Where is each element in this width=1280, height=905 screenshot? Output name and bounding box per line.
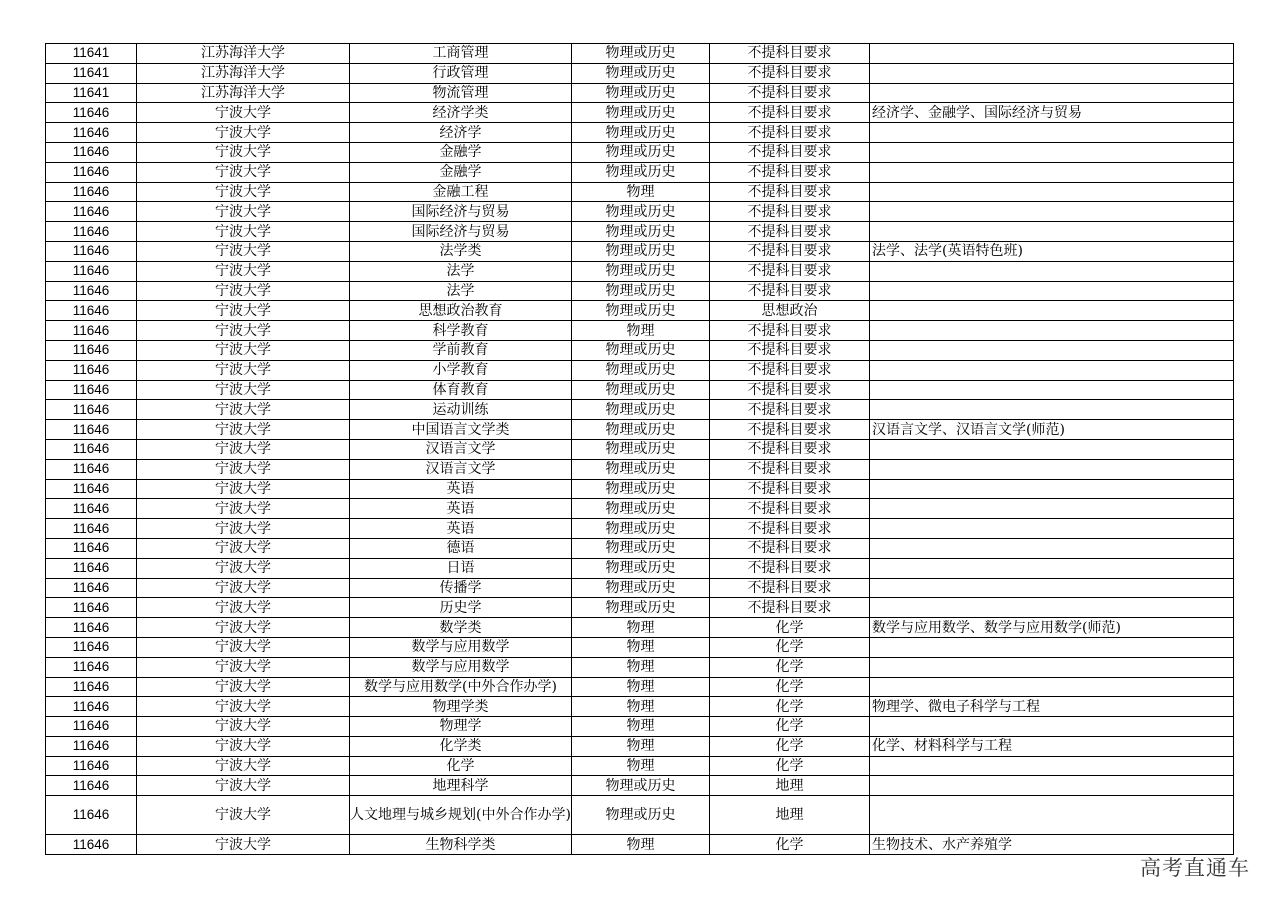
major-cell: 体育教育 <box>350 380 572 400</box>
first-subject-cell: 物理 <box>572 321 710 341</box>
second-subject-cell: 不提科目要求 <box>710 123 870 143</box>
note-cell <box>870 301 1234 321</box>
school-cell: 宁波大学 <box>137 618 350 638</box>
second-subject-cell: 不提科目要求 <box>710 142 870 162</box>
table-row <box>46 222 1234 242</box>
note-cell <box>870 459 1234 479</box>
note-cell <box>870 756 1234 776</box>
note-cell <box>870 360 1234 380</box>
second-subject-cell: 化学 <box>710 618 870 638</box>
school-cell: 宁波大学 <box>137 103 350 123</box>
table-row <box>46 340 1234 360</box>
first-subject-cell: 物理或历史 <box>572 123 710 143</box>
school-cell: 宁波大学 <box>137 182 350 202</box>
table-row <box>46 439 1234 459</box>
second-subject-cell: 化学 <box>710 756 870 776</box>
major-cell: 英语 <box>350 499 572 519</box>
first-subject-cell: 物理或历史 <box>572 301 710 321</box>
second-subject-cell: 化学 <box>710 677 870 697</box>
school-cell: 宁波大学 <box>137 380 350 400</box>
code-cell: 11646 <box>46 142 137 162</box>
school-cell: 宁波大学 <box>137 835 350 855</box>
note-cell <box>870 222 1234 242</box>
table-row <box>46 756 1234 776</box>
first-subject-cell: 物理或历史 <box>572 261 710 281</box>
major-cell: 国际经济与贸易 <box>350 202 572 222</box>
first-subject-cell: 物理或历史 <box>572 420 710 440</box>
note-cell: 物理学、微电子科学与工程 <box>870 697 1234 717</box>
table-row <box>46 241 1234 261</box>
school-cell: 宁波大学 <box>137 796 350 835</box>
note-cell: 汉语言文学、汉语言文学(师范) <box>870 420 1234 440</box>
first-subject-cell: 物理或历史 <box>572 241 710 261</box>
watermark-text: 高考直通车 <box>1140 856 1250 880</box>
table-row <box>46 637 1234 657</box>
school-cell: 江苏海洋大学 <box>137 63 350 83</box>
second-subject-cell: 不提科目要求 <box>710 479 870 499</box>
second-subject-cell: 不提科目要求 <box>710 439 870 459</box>
admission-requirements-table <box>45 43 1234 855</box>
note-cell: 化学、材料科学与工程 <box>870 736 1234 756</box>
major-cell: 日语 <box>350 558 572 578</box>
major-cell: 工商管理 <box>350 44 572 64</box>
school-cell: 宁波大学 <box>137 202 350 222</box>
note-cell <box>870 637 1234 657</box>
code-cell: 11646 <box>46 776 137 796</box>
major-cell: 生物科学类 <box>350 835 572 855</box>
table-row <box>46 123 1234 143</box>
table-row <box>46 677 1234 697</box>
code-cell: 11646 <box>46 558 137 578</box>
note-cell <box>870 182 1234 202</box>
second-subject-cell: 不提科目要求 <box>710 261 870 281</box>
note-cell <box>870 776 1234 796</box>
table-row <box>46 281 1234 301</box>
major-cell: 德语 <box>350 538 572 558</box>
school-cell: 宁波大学 <box>137 360 350 380</box>
first-subject-cell: 物理 <box>572 637 710 657</box>
school-cell: 宁波大学 <box>137 756 350 776</box>
second-subject-cell: 化学 <box>710 736 870 756</box>
note-cell <box>870 796 1234 835</box>
code-cell: 11641 <box>46 44 137 64</box>
code-cell: 11646 <box>46 519 137 539</box>
note-cell <box>870 439 1234 459</box>
code-cell: 11646 <box>46 380 137 400</box>
first-subject-cell: 物理或历史 <box>572 63 710 83</box>
school-cell: 宁波大学 <box>137 142 350 162</box>
second-subject-cell: 化学 <box>710 835 870 855</box>
note-cell <box>870 400 1234 420</box>
school-cell: 宁波大学 <box>137 459 350 479</box>
code-cell: 11646 <box>46 538 137 558</box>
school-cell: 宁波大学 <box>137 776 350 796</box>
major-cell: 科学教育 <box>350 321 572 341</box>
code-cell: 11646 <box>46 439 137 459</box>
code-cell: 11646 <box>46 400 137 420</box>
second-subject-cell: 不提科目要求 <box>710 162 870 182</box>
first-subject-cell: 物理或历史 <box>572 538 710 558</box>
major-cell: 国际经济与贸易 <box>350 222 572 242</box>
first-subject-cell: 物理或历史 <box>572 222 710 242</box>
second-subject-cell: 不提科目要求 <box>710 44 870 64</box>
school-cell: 宁波大学 <box>137 677 350 697</box>
table-row <box>46 538 1234 558</box>
school-cell: 宁波大学 <box>137 657 350 677</box>
major-cell: 数学与应用数学(中外合作办学) <box>350 677 572 697</box>
table-row <box>46 420 1234 440</box>
second-subject-cell: 不提科目要求 <box>710 400 870 420</box>
note-cell <box>870 578 1234 598</box>
first-subject-cell: 物理或历史 <box>572 439 710 459</box>
major-cell: 法学类 <box>350 241 572 261</box>
code-cell: 11646 <box>46 677 137 697</box>
major-cell: 物流管理 <box>350 83 572 103</box>
first-subject-cell: 物理或历史 <box>572 400 710 420</box>
table-body <box>46 44 1234 855</box>
school-cell: 宁波大学 <box>137 420 350 440</box>
table-row <box>46 142 1234 162</box>
first-subject-cell: 物理或历史 <box>572 479 710 499</box>
first-subject-cell: 物理或历史 <box>572 459 710 479</box>
code-cell: 11646 <box>46 202 137 222</box>
table-row <box>46 717 1234 737</box>
first-subject-cell: 物理或历史 <box>572 83 710 103</box>
note-cell <box>870 380 1234 400</box>
major-cell: 金融学 <box>350 162 572 182</box>
school-cell: 宁波大学 <box>137 697 350 717</box>
note-cell <box>870 63 1234 83</box>
major-cell: 运动训练 <box>350 400 572 420</box>
note-cell <box>870 598 1234 618</box>
note-cell <box>870 202 1234 222</box>
first-subject-cell: 物理或历史 <box>572 598 710 618</box>
first-subject-cell: 物理或历史 <box>572 103 710 123</box>
table-row <box>46 261 1234 281</box>
major-cell: 地理科学 <box>350 776 572 796</box>
second-subject-cell: 不提科目要求 <box>710 538 870 558</box>
school-cell: 宁波大学 <box>137 301 350 321</box>
code-cell: 11646 <box>46 499 137 519</box>
major-cell: 化学类 <box>350 736 572 756</box>
second-subject-cell: 不提科目要求 <box>710 103 870 123</box>
code-cell: 11646 <box>46 618 137 638</box>
first-subject-cell: 物理或历史 <box>572 162 710 182</box>
code-cell: 11646 <box>46 796 137 835</box>
note-cell <box>870 123 1234 143</box>
school-cell: 宁波大学 <box>137 400 350 420</box>
table-row <box>46 736 1234 756</box>
note-cell <box>870 142 1234 162</box>
code-cell: 11646 <box>46 459 137 479</box>
code-cell: 11646 <box>46 321 137 341</box>
major-cell: 中国语言文学类 <box>350 420 572 440</box>
table-row <box>46 776 1234 796</box>
second-subject-cell: 不提科目要求 <box>710 420 870 440</box>
note-cell <box>870 717 1234 737</box>
first-subject-cell: 物理 <box>572 736 710 756</box>
table-row <box>46 479 1234 499</box>
school-cell: 宁波大学 <box>137 519 350 539</box>
code-cell: 11646 <box>46 637 137 657</box>
major-cell: 汉语言文学 <box>350 459 572 479</box>
table-row <box>46 598 1234 618</box>
school-cell: 宁波大学 <box>137 598 350 618</box>
school-cell: 宁波大学 <box>137 123 350 143</box>
code-cell: 11646 <box>46 340 137 360</box>
table-row <box>46 63 1234 83</box>
school-cell: 宁波大学 <box>137 321 350 341</box>
major-cell: 数学与应用数学 <box>350 637 572 657</box>
second-subject-cell: 不提科目要求 <box>710 558 870 578</box>
first-subject-cell: 物理 <box>572 677 710 697</box>
major-cell: 数学与应用数学 <box>350 657 572 677</box>
second-subject-cell: 地理 <box>710 776 870 796</box>
code-cell: 11646 <box>46 281 137 301</box>
second-subject-cell: 不提科目要求 <box>710 360 870 380</box>
table-row <box>46 657 1234 677</box>
first-subject-cell: 物理或历史 <box>572 558 710 578</box>
school-cell: 宁波大学 <box>137 281 350 301</box>
second-subject-cell: 不提科目要求 <box>710 578 870 598</box>
major-cell: 英语 <box>350 479 572 499</box>
first-subject-cell: 物理或历史 <box>572 281 710 301</box>
table-row <box>46 360 1234 380</box>
code-cell: 11646 <box>46 736 137 756</box>
note-cell <box>870 558 1234 578</box>
code-cell: 11646 <box>46 103 137 123</box>
table-row <box>46 83 1234 103</box>
major-cell: 金融学 <box>350 142 572 162</box>
table-row <box>46 380 1234 400</box>
school-cell: 宁波大学 <box>137 222 350 242</box>
first-subject-cell: 物理 <box>572 697 710 717</box>
second-subject-cell: 不提科目要求 <box>710 281 870 301</box>
major-cell: 数学类 <box>350 618 572 638</box>
school-cell: 宁波大学 <box>137 637 350 657</box>
school-cell: 宁波大学 <box>137 439 350 459</box>
code-cell: 11646 <box>46 301 137 321</box>
second-subject-cell: 不提科目要求 <box>710 241 870 261</box>
school-cell: 江苏海洋大学 <box>137 44 350 64</box>
code-cell: 11646 <box>46 835 137 855</box>
second-subject-cell: 不提科目要求 <box>710 63 870 83</box>
school-cell: 宁波大学 <box>137 717 350 737</box>
note-cell <box>870 677 1234 697</box>
code-cell: 11646 <box>46 598 137 618</box>
school-cell: 宁波大学 <box>137 479 350 499</box>
table-row <box>46 44 1234 64</box>
school-cell: 宁波大学 <box>137 162 350 182</box>
table-row <box>46 400 1234 420</box>
table-row <box>46 162 1234 182</box>
school-cell: 宁波大学 <box>137 241 350 261</box>
school-cell: 宁波大学 <box>137 499 350 519</box>
note-cell: 经济学、金融学、国际经济与贸易 <box>870 103 1234 123</box>
major-cell: 小学教育 <box>350 360 572 380</box>
major-cell: 法学 <box>350 281 572 301</box>
major-cell: 历史学 <box>350 598 572 618</box>
first-subject-cell: 物理 <box>572 717 710 737</box>
note-cell <box>870 44 1234 64</box>
first-subject-cell: 物理 <box>572 835 710 855</box>
second-subject-cell: 化学 <box>710 697 870 717</box>
second-subject-cell: 不提科目要求 <box>710 321 870 341</box>
code-cell: 11646 <box>46 123 137 143</box>
code-cell: 11641 <box>46 83 137 103</box>
second-subject-cell: 不提科目要求 <box>710 380 870 400</box>
first-subject-cell: 物理或历史 <box>572 202 710 222</box>
table-row <box>46 103 1234 123</box>
code-cell: 11646 <box>46 420 137 440</box>
first-subject-cell: 物理或历史 <box>572 578 710 598</box>
code-cell: 11646 <box>46 578 137 598</box>
code-cell: 11646 <box>46 697 137 717</box>
major-cell: 经济学类 <box>350 103 572 123</box>
code-cell: 11646 <box>46 360 137 380</box>
first-subject-cell: 物理 <box>572 657 710 677</box>
school-cell: 江苏海洋大学 <box>137 83 350 103</box>
code-cell: 11646 <box>46 162 137 182</box>
note-cell: 数学与应用数学、数学与应用数学(师范) <box>870 618 1234 638</box>
school-cell: 宁波大学 <box>137 558 350 578</box>
note-cell: 生物技术、水产养殖学 <box>870 835 1234 855</box>
first-subject-cell: 物理或历史 <box>572 44 710 64</box>
note-cell <box>870 519 1234 539</box>
table-row <box>46 519 1234 539</box>
code-cell: 11646 <box>46 756 137 776</box>
first-subject-cell: 物理或历史 <box>572 142 710 162</box>
first-subject-cell: 物理或历史 <box>572 360 710 380</box>
major-cell: 学前教育 <box>350 340 572 360</box>
table-row <box>46 558 1234 578</box>
first-subject-cell: 物理或历史 <box>572 380 710 400</box>
major-cell: 传播学 <box>350 578 572 598</box>
school-cell: 宁波大学 <box>137 261 350 281</box>
school-cell: 宁波大学 <box>137 538 350 558</box>
second-subject-cell: 不提科目要求 <box>710 519 870 539</box>
major-cell: 行政管理 <box>350 63 572 83</box>
note-cell <box>870 657 1234 677</box>
second-subject-cell: 地理 <box>710 796 870 835</box>
second-subject-cell: 不提科目要求 <box>710 182 870 202</box>
second-subject-cell: 不提科目要求 <box>710 459 870 479</box>
first-subject-cell: 物理或历史 <box>572 340 710 360</box>
table-row <box>46 796 1234 835</box>
code-cell: 11646 <box>46 657 137 677</box>
major-cell: 人文地理与城乡规划(中外合作办学) <box>350 796 572 835</box>
first-subject-cell: 物理或历史 <box>572 776 710 796</box>
table-row <box>46 499 1234 519</box>
note-cell <box>870 83 1234 103</box>
first-subject-cell: 物理 <box>572 182 710 202</box>
second-subject-cell: 化学 <box>710 717 870 737</box>
first-subject-cell: 物理或历史 <box>572 519 710 539</box>
note-cell <box>870 340 1234 360</box>
table-row <box>46 202 1234 222</box>
table-row <box>46 182 1234 202</box>
table-row <box>46 321 1234 341</box>
note-cell: 法学、法学(英语特色班) <box>870 241 1234 261</box>
first-subject-cell: 物理 <box>572 756 710 776</box>
major-cell: 汉语言文学 <box>350 439 572 459</box>
code-cell: 11646 <box>46 261 137 281</box>
major-cell: 物理学类 <box>350 697 572 717</box>
first-subject-cell: 物理 <box>572 618 710 638</box>
second-subject-cell: 不提科目要求 <box>710 598 870 618</box>
major-cell: 经济学 <box>350 123 572 143</box>
second-subject-cell: 不提科目要求 <box>710 499 870 519</box>
first-subject-cell: 物理或历史 <box>572 499 710 519</box>
code-cell: 11646 <box>46 479 137 499</box>
second-subject-cell: 化学 <box>710 637 870 657</box>
table-row <box>46 835 1234 855</box>
second-subject-cell: 化学 <box>710 657 870 677</box>
major-cell: 英语 <box>350 519 572 539</box>
school-cell: 宁波大学 <box>137 736 350 756</box>
note-cell <box>870 261 1234 281</box>
code-cell: 11646 <box>46 241 137 261</box>
second-subject-cell: 不提科目要求 <box>710 202 870 222</box>
school-cell: 宁波大学 <box>137 578 350 598</box>
note-cell <box>870 281 1234 301</box>
table-row <box>46 697 1234 717</box>
second-subject-cell: 不提科目要求 <box>710 340 870 360</box>
major-cell: 化学 <box>350 756 572 776</box>
code-cell: 11646 <box>46 717 137 737</box>
major-cell: 物理学 <box>350 717 572 737</box>
major-cell: 法学 <box>350 261 572 281</box>
code-cell: 11646 <box>46 182 137 202</box>
code-cell: 11646 <box>46 222 137 242</box>
second-subject-cell: 思想政治 <box>710 301 870 321</box>
note-cell <box>870 321 1234 341</box>
major-cell: 思想政治教育 <box>350 301 572 321</box>
second-subject-cell: 不提科目要求 <box>710 83 870 103</box>
table-row <box>46 301 1234 321</box>
code-cell: 11641 <box>46 63 137 83</box>
note-cell <box>870 499 1234 519</box>
first-subject-cell: 物理或历史 <box>572 796 710 835</box>
table-row <box>46 459 1234 479</box>
major-cell: 金融工程 <box>350 182 572 202</box>
note-cell <box>870 538 1234 558</box>
note-cell <box>870 479 1234 499</box>
table-row <box>46 578 1234 598</box>
table-row <box>46 618 1234 638</box>
second-subject-cell: 不提科目要求 <box>710 222 870 242</box>
school-cell: 宁波大学 <box>137 340 350 360</box>
note-cell <box>870 162 1234 182</box>
